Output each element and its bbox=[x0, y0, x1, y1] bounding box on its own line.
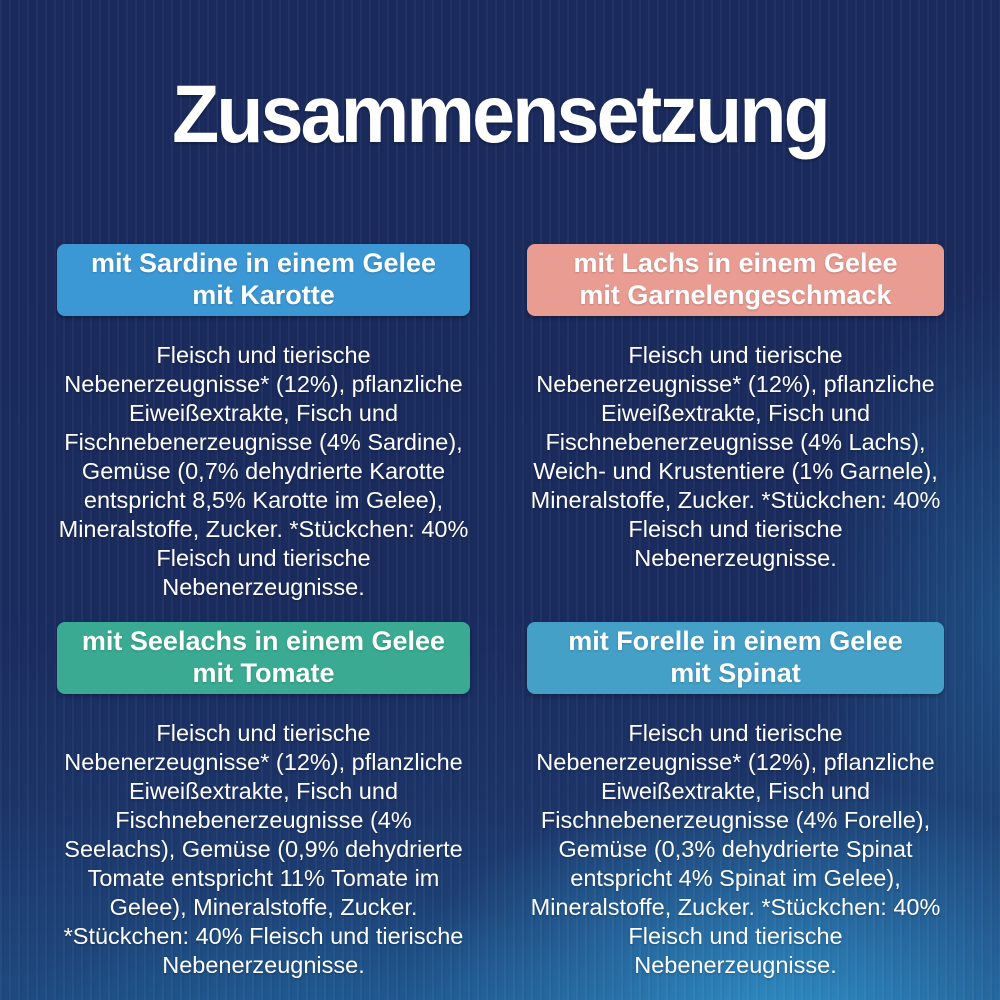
variant-header-badge bbox=[527, 244, 944, 316]
variant-header-line1: mit Forelle in einem Gelee bbox=[568, 626, 903, 657]
section-seelachs-tomate bbox=[57, 622, 470, 980]
page-title: Zusammensetzung bbox=[172, 69, 828, 160]
variant-header-line2: mit Garnelengeschmack bbox=[579, 280, 892, 310]
variant-header-line2: mit Spinat bbox=[670, 658, 801, 688]
ingredients-text: Fleisch und tierische Nebenerzeugnisse* (12%), pflanzliche Eiweißextrakte, Fisch und Fischnebenerzeugnisse (4% Lachs), Weich- und Krustentiere (1% Garnele), Mineralstoffe, Zucker. *Stückchen: 40% Fleisch und tierische Nebenerzeugnisse. bbox=[530, 342, 941, 571]
variant-header-badge bbox=[527, 622, 944, 694]
variant-header-line1: mit Lachs in einem Gelee bbox=[573, 248, 898, 279]
variant-header-line2: mit Karotte bbox=[192, 280, 335, 310]
section-sardine-karotte bbox=[57, 244, 470, 602]
ingredients-text: Fleisch und tierische Nebenerzeugnisse* (12%), pflanzliche Eiweißextrakte, Fisch und Fischnebenerzeugnisse (4% Sardine), Gemüse (0,7% dehydrierte Karotte entspricht 8,5% Karotte im Gelee), Mineralstoffe, Zucker. *Stückchen: 40% Fleisch und tierische Nebenerzeugnisse. bbox=[58, 342, 469, 600]
variant-header-badge bbox=[57, 244, 470, 316]
section-lachs-garnelengeschmack bbox=[527, 244, 944, 573]
ingredients-text: Fleisch und tierische Nebenerzeugnisse* (12%), pflanzliche Eiweißextrakte, Fisch und Fischnebenerzeugnisse (4% Forelle), Gemüse (0,3% dehydrierte Spinat entspricht 4% Spinat im Gelee), Mineralstoffe, Zucker. *Stückchen: 40% Fleisch und tierische Nebenerzeugnisse. bbox=[530, 720, 941, 978]
section-forelle-spinat bbox=[527, 622, 944, 980]
variant-header-badge bbox=[57, 622, 470, 694]
ingredients-text: Fleisch und tierische Nebenerzeugnisse* (12%), pflanzliche Eiweißextrakte, Fisch und Fischnebenerzeugnisse (4% Seelachs), Gemüse (0,9% dehydrierte Tomate entspricht 11% Tomate im Gelee), Mineralstoffe, Zucker. *Stückchen: 40% Fleisch und tierische Nebenerzeugnisse. bbox=[63, 720, 464, 978]
variant-header-line1: mit Sardine in einem Gelee bbox=[90, 248, 437, 279]
variant-header-line2: mit Tomate bbox=[192, 658, 335, 688]
variant-header-line1: mit Seelachs in einem Gelee bbox=[81, 626, 446, 657]
